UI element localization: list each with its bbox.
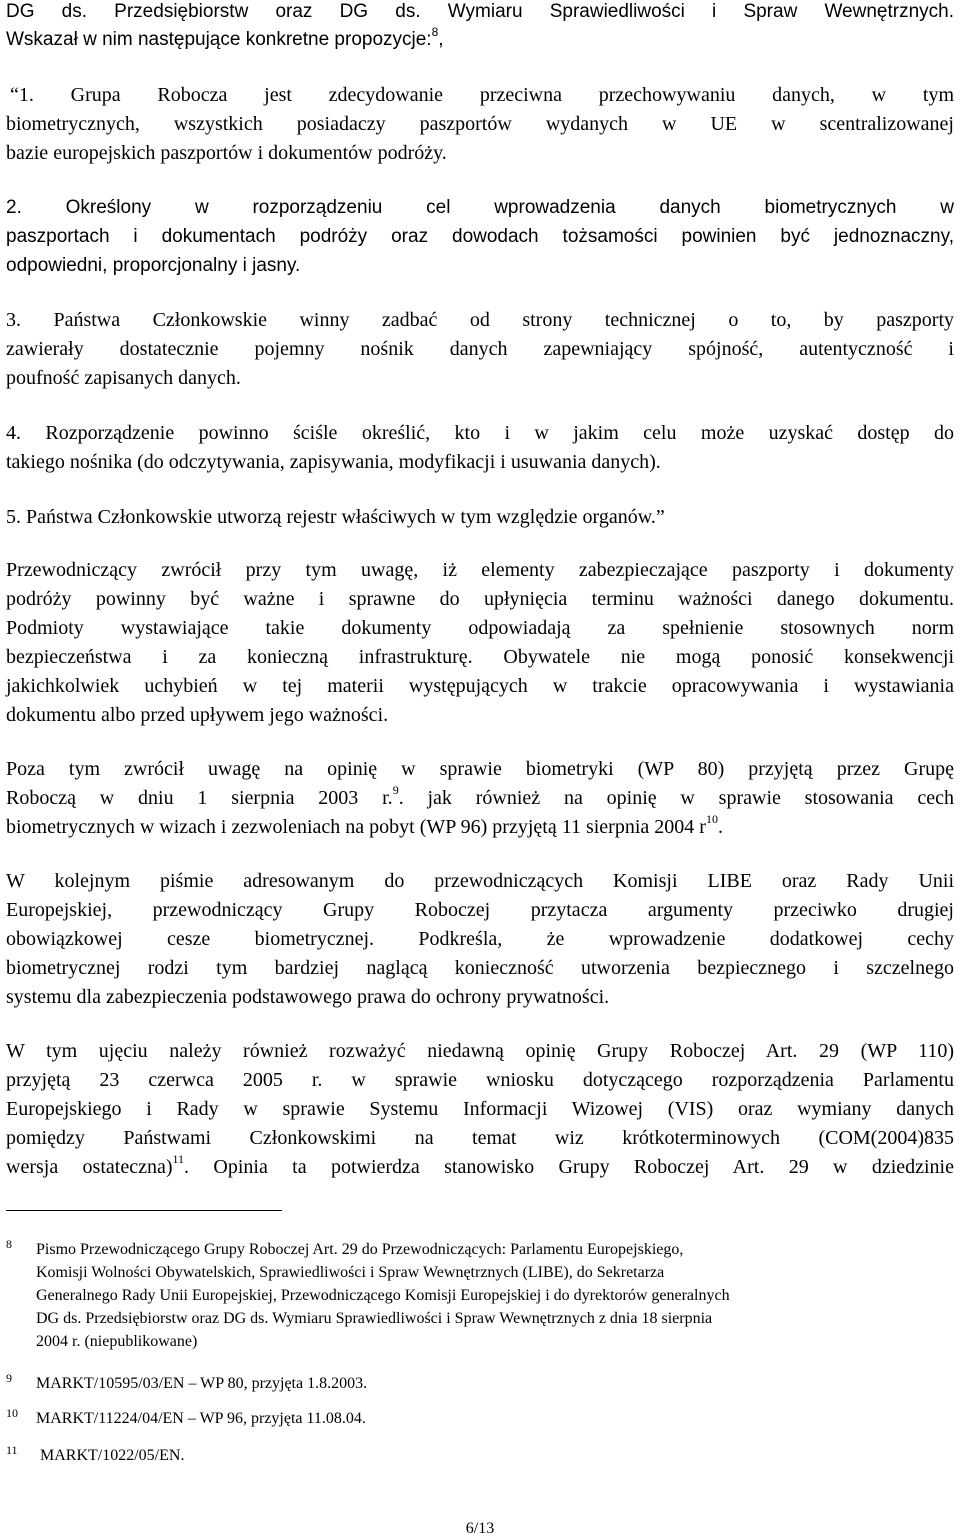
point-5-line-1: 5. Państwa Członkowskie utworzą rejestr właściwych w tym względzie organów.” [6,506,665,528]
footnote-number: 10 [6,1406,18,1420]
footnote-line: MARKT/10595/03/EN – WP 80, przyjęta 1.8.2003. [36,1375,368,1392]
point-2-line-1: 2. Określony w rozporządzeniu cel wprowadzenia danych biometrycznych w [6,197,954,218]
para1-line-5: jakichkolwiek uchybień w tej materii występujących w trakcie opracowywania i wystawiania [6,675,954,697]
para3-line-1: W kolejnym piśmie adresowanym do przewodniczących Komisji LIBE oraz Rady Unii [6,870,954,892]
point-1-line-3: bazie europejskich paszportów i dokumentów podróży. [6,142,447,164]
footnote-line: MARKT/1022/05/EN. [36,1447,185,1464]
para1-line-3: Podmioty wystawiające takie dokumenty odpowiadają za spełnienie stosownych norm [6,617,954,639]
page-number: 6/13 [465,1520,495,1537]
para3-line-2: Europejskiej, przewodniczący Grupy Roboczej przytacza argumenty przeciwko drugiej [6,899,954,921]
para4-line-3: Europejskiego i Rady w sprawie Systemu Informacji Wizowej (VIS) oraz wymiany danych [6,1098,954,1120]
point-4-line-2: takiego nośnika (do odczytywania, zapisywania, modyfikacji i usuwania danych). [6,451,661,473]
intro-line-1: DG ds. Przedsiębiorstw oraz DG ds. Wymiaru Sprawiedliwości i Spraw Wewnętrznych. [6,1,954,22]
para4-line-2: przyjętą 23 czerwca 2005 r. w sprawie wniosku dotyczącego rozporządzenia Parlamentu [6,1069,954,1091]
footnote-number: 9 [6,1371,12,1385]
footnote-line: 2004 r. (niepublikowane) [36,1333,198,1350]
para2-line-1: Poza tym zwrócił uwagę na opinię w sprawie biometryki (WP 80) przyjętą przez Grupę [6,758,954,780]
para1-line-4: bezpieczeństwa i za konieczną infrastrukturę. Obywatele nie mogą ponosić konsekwencji [6,646,954,668]
para1-line-6: dokumentu albo przed upływem jego ważności. [6,704,389,726]
footnote-line: Generalnego Rady Unii Europejskiej, Przewodniczącego Komisji Europejskiej i do dyrektorów generalnych [36,1287,730,1304]
para2-line-2-end: . jak również na opinię w sprawie stosowania cech [398,787,954,809]
point-3-line-3: poufność zapisanych danych. [6,367,241,389]
intro-line-2 [6,24,954,52]
para3-line-3: obowiązkowej cesze biometrycznej. Podkreśla, że wprowadzenie dodatkowej cechy [6,928,954,950]
point-1-line-1: “1. Grupa Robocza jest zdecydowanie przeciwna przechowywaniu danych, w tym [10,84,954,106]
para4-line-1: W tym ujęciu należy również rozważyć niedawną opinię Grupy Roboczej Art. 29 (WP 110) [6,1040,954,1062]
footnote-line: MARKT/11224/04/EN – WP 96, przyjęta 11.08.04. [36,1410,366,1427]
para4-line-5-start: wersja ostateczna) [6,1156,173,1178]
para1-line-2: podróży powinny być ważne i sprawne do upłynięcia terminu ważności danego dokumentu. [6,588,954,610]
footnote-number: 8 [6,1237,12,1251]
para2-line-3-end: . [717,816,723,838]
para4-line-5-end: . Opinia ta potwierdza stanowisko Grupy Roboczej Art. 29 w dziedzinie [184,1156,954,1178]
footnote-line: Komisji Wolności Obywatelskich, Sprawiedliwości i Spraw Wewnętrznych (LIBE), do Sekretarza [36,1264,665,1281]
para2-line-3 [6,812,954,839]
intro-text: Wskazał w nim następujące konkretne propozycje: [6,29,432,50]
para4-line-4: pomiędzy Państwami Członkowskimi na temat wiz krótkoterminowych (COM(2004)835 [6,1127,954,1149]
point-2-line-2: paszportach i dokumentach podróży oraz dowodach tożsamości powinien być jednoznaczny, [6,226,954,247]
para2-line-3-start: biometrycznych w wizach i zezwoleniach na pobyt (WP 96) przyjętą 11 sierpnia 2004 r [6,816,706,838]
para2-line-2-start: Roboczą w dniu 1 sierpnia 2003 r. [6,787,393,809]
footnote-ref-11: 11 [172,1152,185,1167]
point-3-line-2: zawierały dostatecznie pojemny nośnik danych zapewniający spójność, autentyczność i [6,338,954,360]
footnote-line: DG ds. Przedsiębiorstw oraz DG ds. Wymiaru Sprawiedliwości i Spraw Wewnętrznych z dnia 18 sierpnia [36,1310,713,1327]
footnote-ref-10: 10 [705,812,718,827]
para3-line-5: systemu dla zabezpieczenia podstawowego prawa do ochrony prywatności. [6,986,610,1008]
footnote-ref-8: 8 [431,24,439,39]
footnote-ref-9: 9 [392,783,399,798]
point-4-line-1: 4. Rozporządzenie powinno ściśle określić, kto i w jakim celu może uzyskać dostęp do [6,422,954,444]
para1-line-1: Przewodniczący zwrócił przy tym uwagę, iż elementy zabezpieczające paszporty i dokumenty [6,559,954,581]
point-2-line-3: odpowiedni, proporcjonalny i jasny. [6,255,301,276]
footnote-line: Pismo Przewodniczącego Grupy Roboczej Art. 29 do Przewodniczących: Parlamentu Europejskiego, [36,1241,684,1258]
point-1-line-2: biometrycznych, wszystkich posiadaczy paszportów wydanych w UE w scentralizowanej [6,113,954,135]
para4-line-5 [6,1152,954,1179]
para3-line-4: biometrycznej rodzi tym bardziej naglącą konieczność utworzenia bezpiecznego i szczelnego [6,957,954,979]
point-3-line-1: 3. Państwa Członkowskie winny zadbać od strony technicznej o to, by paszporty [6,309,954,331]
intro-tail: , [438,29,444,50]
footnote-number: 11 [6,1443,18,1457]
footnote-separator [6,1210,282,1211]
para2-line-2 [6,783,954,810]
